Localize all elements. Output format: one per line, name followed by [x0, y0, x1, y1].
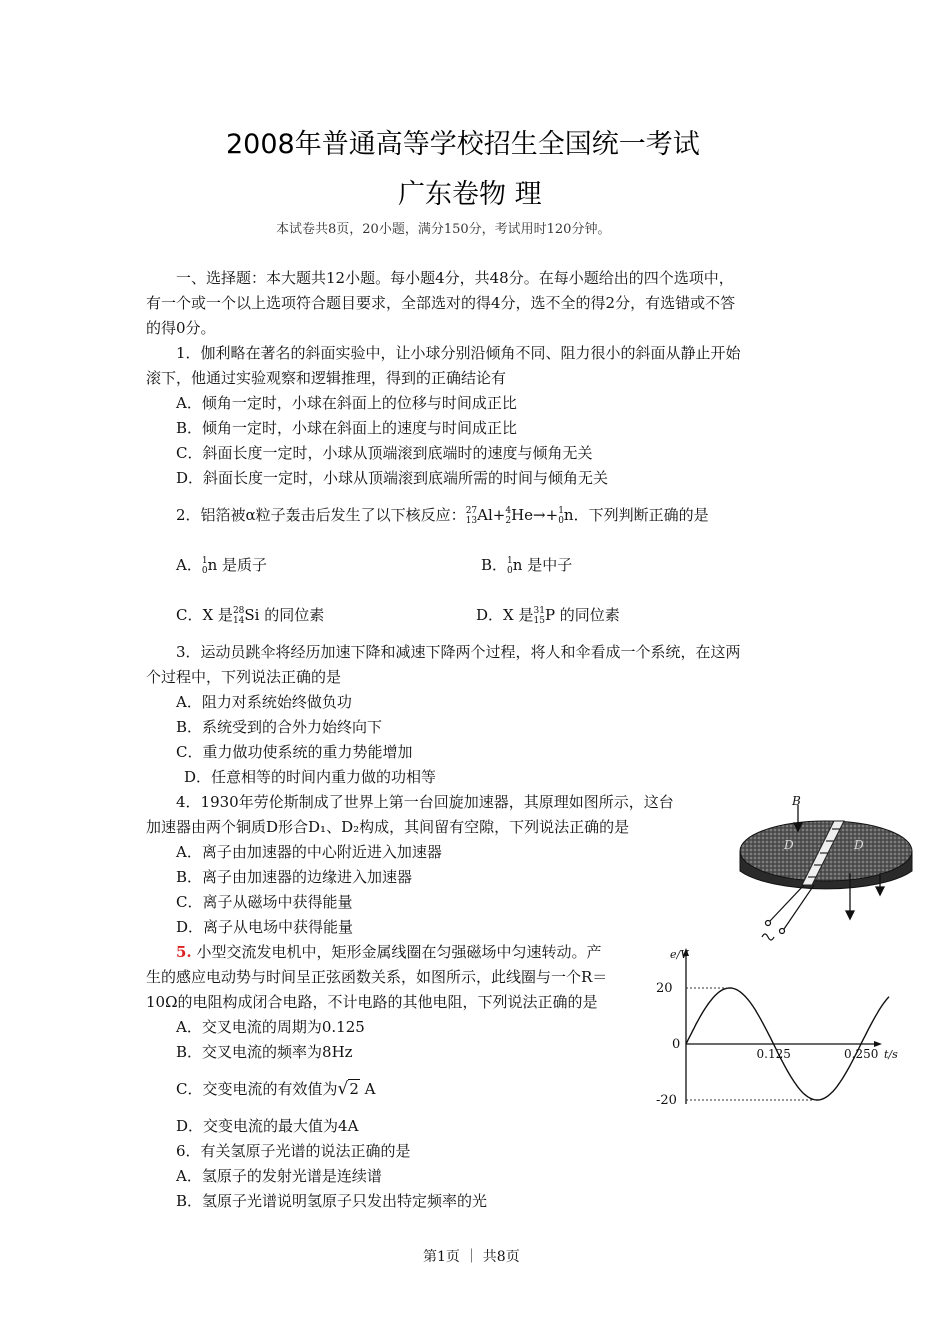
q5-option-c: C．交变电流的有效值为√2 A	[176, 1079, 376, 1099]
q4-stem-line-2: 加速器由两个铜质D形合D₁、D₂构成，其间留有空隙，下列说法正确的是	[146, 818, 630, 836]
section-intro-line-3: 的得0分。	[146, 319, 216, 337]
section-intro-line-2: 有一个或一个以上选项符合题目要求，全部选对的得4分，选不全的得2分，有选错或不答	[146, 294, 736, 312]
q3-stem-line-1: 3．运动员跳伞将经历加速下降和减速下降两个过程，将人和伞看成一个系统，在这两	[176, 643, 741, 661]
q1-stem-line-2: 滚下，他通过实验观察和逻辑推理，得到的正确结论有	[146, 369, 507, 387]
y-axis-label: e/V	[670, 948, 689, 961]
x-tick-0125: 0.125	[756, 1047, 791, 1061]
q2-option-d: D．X 是 31 15 P 的同位素	[476, 606, 620, 626]
q3-option-c: C．重力做功使系统的重力势能增加	[176, 743, 413, 761]
q2-stem-post: 下列判断正确的是	[588, 506, 709, 524]
al-symbol: Al+	[477, 506, 506, 524]
page-footer: 第1页 ｜ 共8页	[423, 1249, 520, 1265]
y-tick-20: 20	[656, 981, 673, 996]
q2-option-c: C．X 是 28 14 Si 的同位素	[176, 606, 325, 626]
q4-option-d: D．离子从电场中获得能量	[176, 918, 354, 936]
exam-note: 本试卷共8页，20小题，满分150分，考试用时120分钟。	[276, 222, 611, 237]
n-symbol: n．	[563, 506, 589, 524]
q4-option-c: C．离子从磁场中获得能量	[176, 893, 353, 911]
q5-stem-line-1: 5. 小型交流发电机中，矩形金属线圈在匀强磁场中匀速转动。产	[176, 943, 602, 961]
origin-label: 0	[672, 1037, 681, 1052]
q1-option-d: D．斜面长度一定时，小球从顶端滚到底端所需的时间与倾角无关	[176, 469, 609, 487]
q3-option-b: B．系统受到的合外力始终向下	[176, 718, 383, 736]
q2-stem	[176, 503, 709, 528]
fig-label-d1: D	[784, 838, 794, 852]
q2-option-a: A． 1 0 n 是质子	[176, 556, 268, 576]
q3-option-d: D．任意相等的时间内重力做的功相等	[184, 768, 437, 786]
section-intro-line-1: 一、选择题：本大题共12小题。每小题4分，共48分。在每小题给出的四个选项中，	[176, 269, 734, 287]
exam-title: 2008年普通高等学校招生全国统一考试	[226, 129, 700, 160]
q5-stem-line-2: 生的感应电动势与时间呈正弦函数关系，如图所示，此线圈与一个R＝	[146, 968, 608, 986]
q4-option-b: B．离子由加速器的边缘进入加速器	[176, 868, 413, 886]
y-tick-neg20: -20	[656, 1093, 677, 1108]
q4-option-a: A．离子由加速器的中心附近进入加速器	[176, 843, 442, 861]
q3-stem-line-2: 个过程中，下列说法正确的是	[146, 668, 342, 686]
fig-label-b: B	[792, 794, 801, 808]
x-axis-label: t/s	[884, 1048, 898, 1061]
q2-option-b: B． 1 0 n 是中子	[481, 556, 573, 576]
q5-number: 5.	[176, 943, 192, 961]
fig-label-d2: D	[854, 838, 864, 852]
q1-option-a: A．倾角一定时，小球在斜面上的位移与时间成正比	[176, 394, 517, 412]
q1-option-b: B．倾角一定时，小球在斜面上的速度与时间成正比	[176, 419, 518, 437]
q5-option-b: B．交叉电流的频率为8Hz	[176, 1043, 353, 1061]
q5-option-a: A．交叉电流的周期为0.125	[176, 1018, 365, 1036]
x-tick-0250: 0.250	[844, 1047, 879, 1061]
q1-stem-line-1: 1．伽利略在著名的斜面实验中，让小球分别沿倾角不同、阻力很小的斜面从静止开始	[176, 344, 741, 362]
n-nuclide-index: 1 0	[558, 506, 564, 526]
q1-option-c: C．斜面长度一定时，小球从顶端滚到底端时的速度与倾角无关	[176, 444, 593, 462]
q6-option-b: B．氢原子光谱说明氢原子只发出特定频率的光	[176, 1192, 488, 1210]
q5-option-d: D．交变电流的最大值为4A	[176, 1117, 359, 1135]
sqrt-sign: √	[337, 1079, 349, 1099]
exam-subtitle: 广东卷物 理	[398, 179, 542, 210]
he-nuclide-index: 4 2	[505, 506, 512, 526]
al-nuclide-index: 27 13	[465, 506, 478, 526]
q5-stem-line-3: 10Ω的电阻构成闭合电路，不计电路的其他电阻，下列说法正确的是	[146, 993, 598, 1011]
q3-option-a: A．阻力对系统始终做负功	[176, 693, 352, 711]
q6-option-a: A．氢原子的发射光谱是连续谱	[176, 1167, 382, 1185]
q4-stem-line-1: 4．1930年劳伦斯制成了世界上第一台回旋加速器，其原理如图所示，这台	[176, 793, 674, 811]
emf-time-chart	[648, 944, 903, 1114]
q6-stem: 6．有关氢原子光谱的说法正确的是	[176, 1142, 411, 1160]
q2-stem-pre: 2．铝箔被α粒子轰击后发生了以下核反应：	[176, 506, 466, 524]
he-symbol: He→+	[511, 506, 559, 524]
cyclotron-figure	[722, 793, 922, 953]
